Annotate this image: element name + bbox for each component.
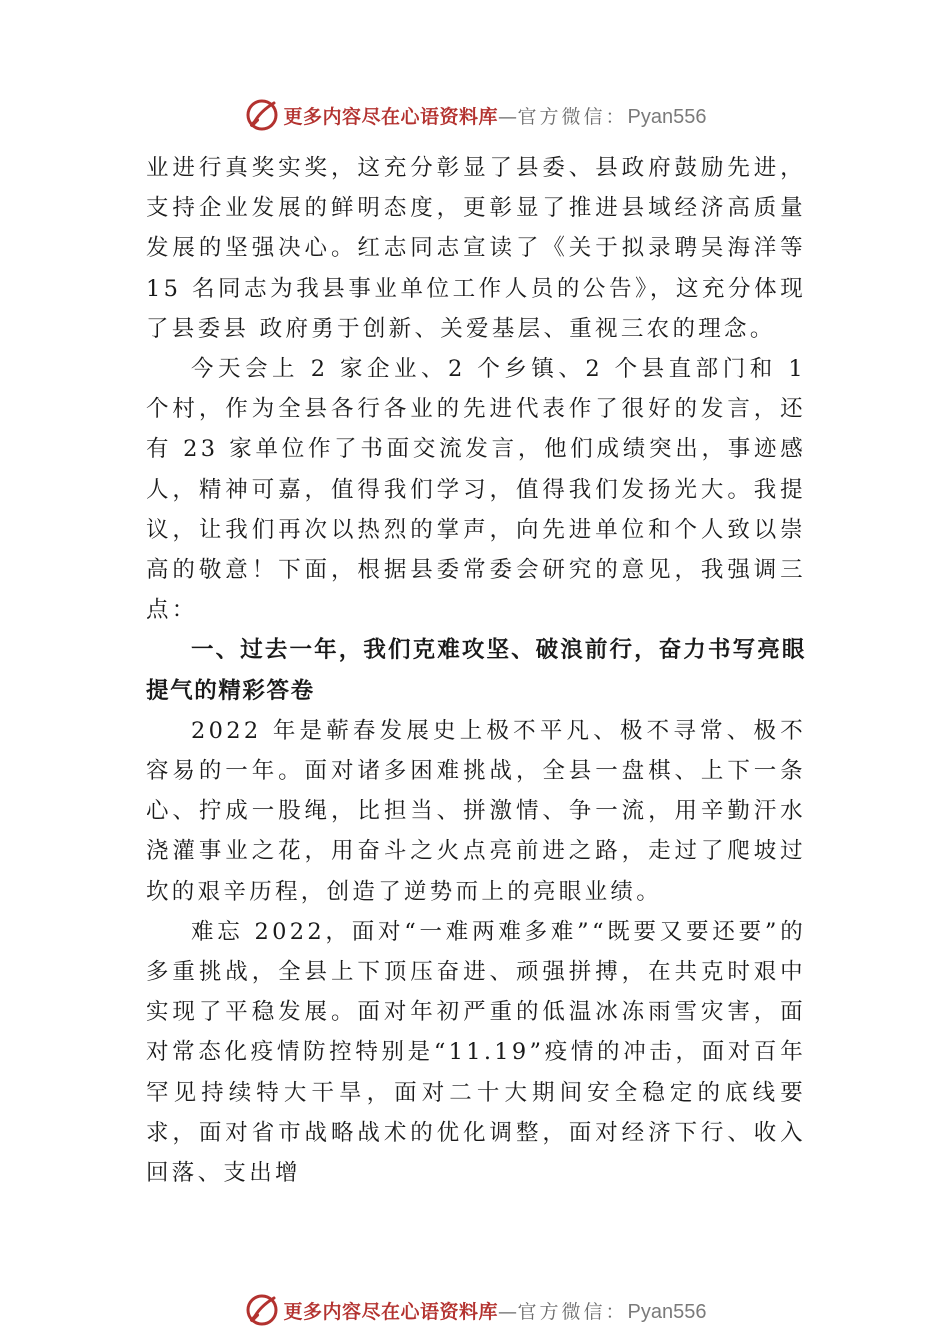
body-paragraph: 业进行真奖实奖，这充分彰显了县委、县政府鼓励先进，支持企业发展的鲜明态度，更彰显了推进县域经济高质量发展的坚强决心。红志同志宣读了《关于拟录聘吴海洋等 15 名同志为我县事业单位工作人员的公告》，这充分体现了县委县 政府勇于创新、关爱基层、重视三农的理念。	[146, 155, 806, 342]
brush-logo-icon	[244, 1292, 280, 1328]
banner-sub-text: 官方微信：	[517, 105, 628, 128]
brush-logo-icon	[244, 97, 280, 133]
body-paragraph: 今天会上 2 家企业、2 个乡镇、2 个县直部门和 1 个村，作为全县各行各业的先进代表作了很好的发言，还有 23 家单位作了书面交流发言，他们成绩突出，事迹感人，精神可嘉，值得我们学习，值得我们发扬光大。我提议，让我们再次以热烈的掌声，向先进单位和个人致以崇高的敬意！下面，根据县委常委会研究的意见，我强调三点：	[146, 356, 806, 624]
banner-main-text: 更多内容尽在心语资料库	[283, 1300, 499, 1323]
section-heading: 一、过去一年，我们克难攻坚、破浪前行，奋力书写亮眼提气的精彩答卷	[146, 637, 806, 704]
banner-wechat-id: Pyan556	[627, 1300, 707, 1323]
banner-wechat-id: Pyan556	[627, 105, 707, 128]
banner-text	[284, 1297, 707, 1324]
banner-sub-text: 官方微信：	[517, 1300, 628, 1323]
banner-dash: —	[498, 1300, 518, 1323]
banner-dash: —	[498, 105, 518, 128]
header-watermark-banner	[0, 95, 950, 135]
body-paragraph: 2022 年是蕲春发展史上极不平凡、极不寻常、极不容易的一年。面对诸多困难挑战，全县一盘棋、上下一条心、拧成一股绳，比担当、拼激情、争一流，用辛勤汗水浇灌事业之花，用奋斗之火点亮前进之路，走过了爬坡过坎的艰辛历程，创造了逆势而上的亮眼业绩。	[146, 717, 806, 905]
banner-text	[284, 102, 707, 129]
body-paragraph: 难忘 2022，面对“一难两难多难”“既要又要还要”的多重挑战，全县上下顶压奋进、顽强拼搏，在共克时艰中实现了平稳发展。面对年初严重的低温冰冻雨雪灾害，面对常态化疫情防控特别是“11.19”疫情的冲击，面对百年罕见持续特大干旱，面对二十大期间安全稳定的底线要求，面对省市战略战术的优化调整，面对经济下行、收入回落、支出增	[146, 918, 806, 1187]
footer-watermark-banner	[0, 1290, 950, 1330]
banner-main-text: 更多内容尽在心语资料库	[283, 105, 499, 128]
document-body	[146, 148, 806, 1193]
